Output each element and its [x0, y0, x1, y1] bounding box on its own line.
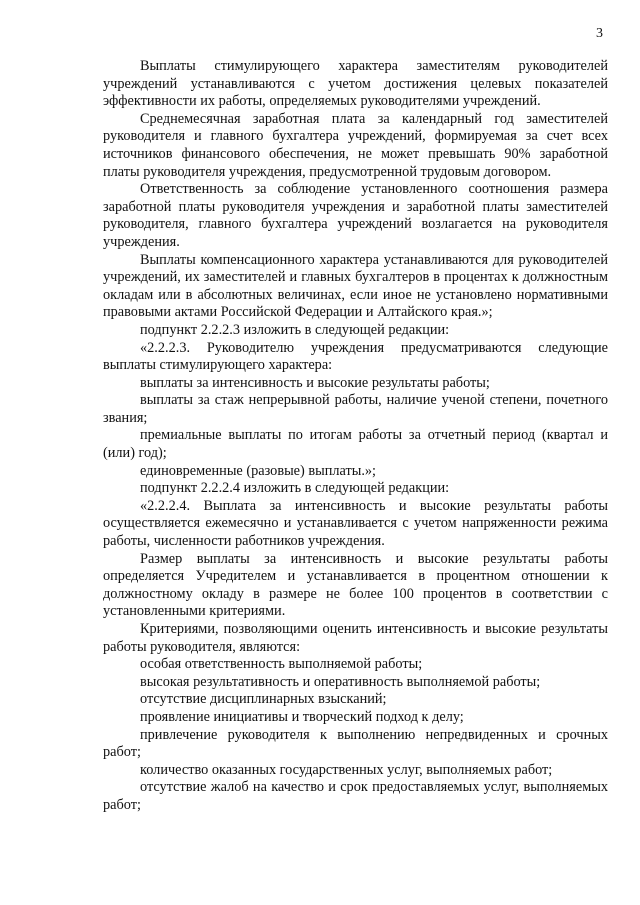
paragraph: Критериями, позволяющими оценить интенсивность и высокие результаты работы руководителя, являются:	[103, 621, 608, 655]
list-item: проявление инициативы и творческий подход к делу;	[140, 708, 464, 725]
list-item: единовременные (разовые) выплаты.»;	[140, 462, 377, 479]
list-item: выплаты за стаж непрерывной работы, наличие ученой степени, почетного звания;	[103, 392, 608, 426]
page-number: 3	[596, 26, 603, 41]
list-item: премиальные выплаты по итогам работы за отчетный период (квартал и (или) год);	[103, 427, 608, 462]
paragraph: Выплаты компенсационного характера устанавливаются для руководителей учреждений, их заместителей и главных бухгалтеров в процентах к должностным окладам или в абсолютных величинах, если иное не установлено нормативными правовыми актами Российской Федерации и Алтайского края.»;	[103, 251, 608, 321]
list-item: высокая результативность и оперативность выполняемой работы;	[140, 673, 541, 690]
paragraph: «2.2.2.3. Руководителю учреждения предусматриваются следующие выплаты стимулирующего характера:	[103, 339, 608, 374]
list-item: выплаты за интенсивность и высокие результаты работы;	[140, 374, 490, 391]
list-item: количество оказанных государственных услуг, выполняемых работ;	[140, 761, 553, 778]
list-item: отсутствие дисциплинарных взысканий;	[140, 691, 387, 708]
list-item: привлечение руководителя к выполнению непредвиденных и срочных работ;	[103, 726, 608, 761]
paragraph: Размер выплаты за интенсивность и высокие результаты работы определяется Учредителем и устанавливается в процентном отношении к должностному окладу в размере не более 100 процентов в соответствии с установленными критериями.	[103, 550, 608, 620]
document-body	[103, 58, 608, 815]
paragraph: Выплаты стимулирующего характера заместителям руководителей учреждений устанавливаются с учетом достижения целевых показателей эффективности их работы, определяемых руководителями учреждений.	[103, 58, 608, 110]
paragraph: Среднемесячная заработная плата за календарный год заместителей руководителя и главного бухгалтера учреждений, формируемая за счет всех источников финансового обеспечения, не может превышать 90% заработной платы руководителя учреждения, предусмотренной трудовым договором.	[103, 110, 608, 180]
paragraph: Ответственность за соблюдение установленного соотношения размера заработной платы руководителя учреждения и заработной платы заместителей руководителя, главного бухгалтера учреждений возлагается на руководителя учреждения.	[103, 181, 608, 250]
paragraph: подпункт 2.2.2.4 изложить в следующей редакции:	[140, 480, 450, 497]
paragraph: «2.2.2.4. Выплата за интенсивность и высокие результаты работы осуществляется ежемесячно и устанавливается с учетом напряженности режима работы, численности работников учреждения.	[103, 497, 608, 550]
paragraph: подпункт 2.2.2.3 изложить в следующей редакции:	[140, 321, 450, 338]
list-item: отсутствие жалоб на качество и срок предоставляемых услуг, выполняемых работ;	[103, 779, 608, 813]
list-item: особая ответственность выполняемой работы;	[140, 656, 423, 673]
